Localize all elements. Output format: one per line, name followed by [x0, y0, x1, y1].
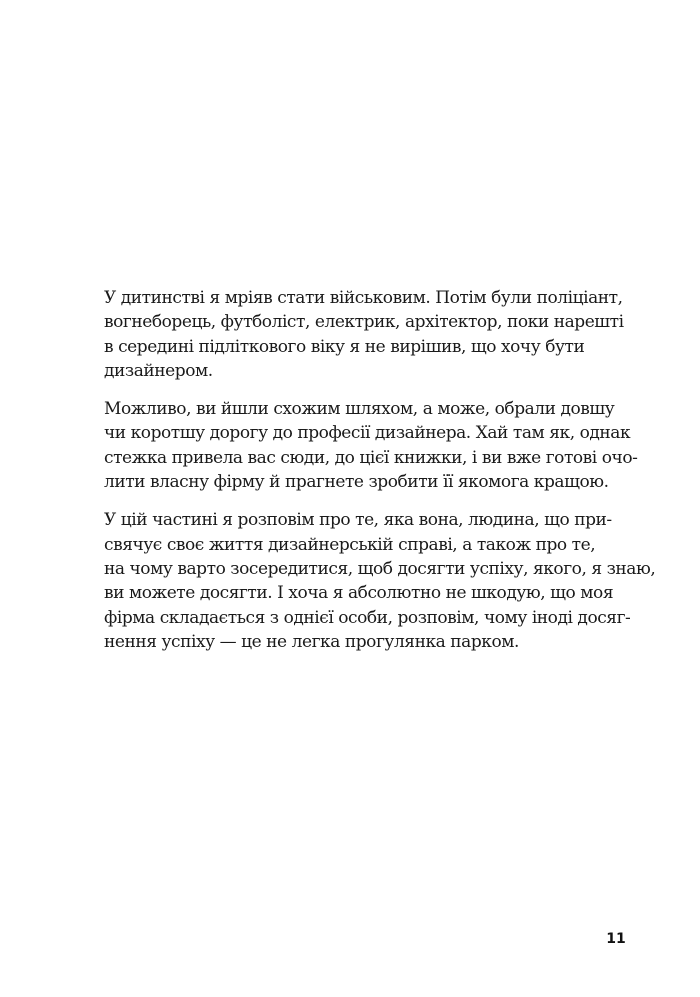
- page-number: 11: [606, 931, 626, 947]
- text-line: фірма складається з однієї особи, розповім, чому іноді досяг-: [104, 607, 631, 628]
- text-line: вогнеборець, футболіст, електрик, архітектор, поки нарешті: [104, 312, 624, 333]
- text-line: У цій частині я розповім про те, яка вона, людина, що при-: [104, 510, 612, 531]
- text-line: ви можете досягти. І хоча я абсолютно не шкодую, що моя: [104, 583, 614, 604]
- text-line: в середині підліткового віку я не вирішив, що хочу бути: [104, 336, 585, 357]
- text-line: У дитинстві я мріяв стати військовим. Потім були поліціант,: [104, 288, 623, 308]
- text-line: Можливо, ви йшли схожим шляхом, а може, обрали довшу: [104, 399, 615, 420]
- text-line: лити власну фірму й прагнете зробити її якомога кращою.: [104, 472, 609, 493]
- text-line: дизайнером.: [104, 360, 213, 381]
- paragraph-1: [104, 286, 624, 383]
- body-text: [104, 286, 656, 668]
- text-line: на чому варто зосередитися, щоб досягти успіху, якого, я знаю,: [104, 558, 656, 579]
- text-line: нення успіху — це не легка прогулянка парком.: [104, 631, 519, 652]
- text-line: стежка привела вас сюди, до цієї книжки, і ви вже готові очо-: [104, 447, 638, 468]
- paragraph-3: [104, 508, 656, 654]
- text-line: свячує своє життя дизайнерській справі, а також про те,: [104, 534, 596, 555]
- paragraph-2: [104, 397, 638, 494]
- text-line: чи коротшу дорогу до професії дизайнера. Хай там як, однак: [104, 423, 631, 444]
